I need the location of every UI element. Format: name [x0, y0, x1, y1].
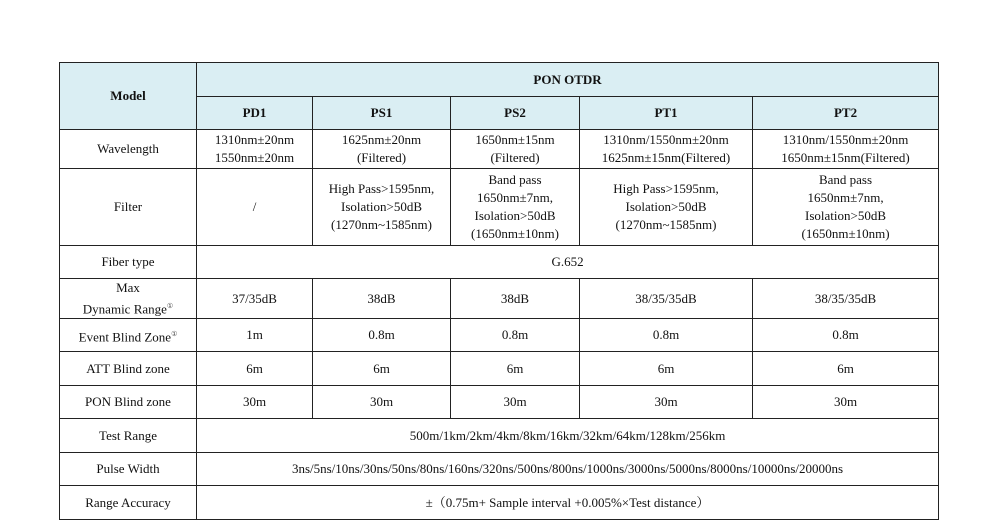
table-row-wavelength — [60, 130, 939, 169]
cell-line: 1310nm±20nm — [214, 132, 295, 147]
cell-event-blind-zone-ps1: 0.8m — [313, 319, 451, 352]
cell-pulse-width: 3ns/5ns/10ns/30ns/50ns/80ns/160ns/320ns/500ns/800ns/1000ns/3000ns/5000ns/8000ns/10000ns/20000ns — [197, 453, 939, 486]
cell-fiber-type: G.652 — [197, 246, 939, 279]
table-row-att-blind-zone — [60, 352, 939, 386]
cell-wavelength-pd1 — [197, 130, 313, 169]
row-label-pulse-width: Pulse Width — [60, 453, 197, 486]
cell-att-blind-zone-ps2: 6m — [451, 352, 580, 386]
column-header-ps1: PS1 — [313, 97, 451, 130]
cell-event-blind-zone-pt1: 0.8m — [580, 319, 753, 352]
cell-line: 1625nm±15nm(Filtered) — [601, 150, 731, 165]
row-label-att-blind-zone: ATT Blind zone — [60, 352, 197, 386]
column-header-ps2: PS2 — [451, 97, 580, 130]
row-label-line — [62, 297, 194, 318]
row-label-filter: Filter — [60, 169, 197, 246]
cell-pon-blind-zone-pt2: 30m — [753, 386, 939, 419]
table-row-max-dynamic-range — [60, 279, 939, 319]
cell-pon-blind-zone-pd1: 30m — [197, 386, 313, 419]
row-label-event-blind-zone — [60, 319, 197, 352]
cell-line: 1550nm±20nm — [214, 150, 295, 165]
cell-line: (Filtered) — [490, 150, 540, 165]
cell-range-accuracy: ±（0.75m+ Sample interval +0.005%×Test distance） — [197, 486, 939, 520]
footnote-mark: ① — [166, 302, 174, 310]
cell-event-blind-zone-pt2: 0.8m — [753, 319, 939, 352]
header-row-group — [60, 63, 939, 97]
cell-max-dynamic-range-pt1: 38/35/35dB — [580, 279, 753, 319]
row-label-test-range: Test Range — [60, 419, 197, 453]
cell-line: / — [252, 199, 257, 214]
cell-filter-ps2 — [451, 169, 580, 246]
cell-line: 1650nm±15nm — [475, 132, 555, 147]
group-title-header: PON OTDR — [197, 63, 939, 97]
cell-att-blind-zone-pt2: 6m — [753, 352, 939, 386]
table-row-pon-blind-zone — [60, 386, 939, 419]
cell-line: Isolation>50dB — [625, 199, 707, 214]
table-row-fiber-type — [60, 246, 939, 279]
cell-max-dynamic-range-pt2: 38/35/35dB — [753, 279, 939, 319]
row-label-fiber-type: Fiber type — [60, 246, 197, 279]
table-row-filter — [60, 169, 939, 246]
column-header-pt2: PT2 — [753, 97, 939, 130]
row-label-text: Event Blind Zone — [78, 328, 172, 344]
cell-line: 1650nm±7nm, — [476, 190, 554, 205]
cell-line: (1270nm~1585nm) — [331, 217, 432, 232]
cell-line: 1650nm±7nm, — [807, 190, 884, 205]
table-row-test-range — [60, 419, 939, 453]
footnote-mark: ① — [171, 329, 178, 338]
cell-max-dynamic-range-pd1: 37/35dB — [197, 279, 313, 319]
row-label-wavelength: Wavelength — [60, 130, 197, 169]
cell-pon-blind-zone-ps1: 30m — [313, 386, 451, 419]
cell-att-blind-zone-ps1: 6m — [313, 352, 451, 386]
cell-max-dynamic-range-ps1: 38dB — [313, 279, 451, 319]
table-row-event-blind-zone — [60, 319, 939, 352]
cell-event-blind-zone-pd1: 1m — [197, 319, 313, 352]
cell-line: Isolation>50dB — [805, 208, 887, 223]
row-label-pon-blind-zone: PON Blind zone — [60, 386, 197, 419]
cell-line: Band pass — [488, 172, 542, 187]
column-header-pd1: PD1 — [197, 97, 313, 130]
cell-filter-pt1 — [580, 169, 753, 246]
cell-event-blind-zone-ps2: 0.8m — [451, 319, 580, 352]
cell-filter-pd1 — [197, 169, 313, 246]
cell-att-blind-zone-pd1: 6m — [197, 352, 313, 386]
table-row-range-accuracy — [60, 486, 939, 520]
column-header-pt1: PT1 — [580, 97, 753, 130]
cell-line: (Filtered) — [356, 150, 407, 165]
cell-filter-pt2 — [753, 169, 939, 246]
cell-line: Band pass — [818, 172, 873, 187]
cell-pon-blind-zone-pt1: 30m — [580, 386, 753, 419]
row-label-line: Max — [116, 280, 140, 295]
cell-line: 1650nm±15nm(Filtered) — [781, 150, 910, 165]
cell-att-blind-zone-pt1: 6m — [580, 352, 753, 386]
cell-line: 1625nm±20nm — [341, 132, 422, 147]
cell-line: (1650nm±10nm) — [470, 226, 560, 241]
table-row-pulse-width — [60, 453, 939, 486]
cell-line: High Pass>1595nm, — [328, 181, 435, 196]
cell-max-dynamic-range-ps2: 38dB — [451, 279, 580, 319]
cell-line: High Pass>1595nm, — [613, 181, 719, 196]
cell-filter-ps1 — [313, 169, 451, 246]
pon-otdr-spec-table — [59, 62, 939, 520]
cell-line: 1310nm/1550nm±20nm — [782, 132, 909, 147]
row-label-text: Dynamic Range — [82, 301, 167, 317]
cell-line: (1650nm±10nm) — [801, 226, 890, 241]
cell-wavelength-ps1 — [313, 130, 451, 169]
cell-line: (1270nm~1585nm) — [615, 217, 717, 232]
cell-line: Isolation>50dB — [341, 199, 422, 214]
cell-line: 1310nm/1550nm±20nm — [603, 132, 729, 147]
row-label-max-dynamic-range — [60, 279, 197, 319]
cell-wavelength-pt2 — [753, 130, 939, 169]
model-header: Model — [60, 63, 197, 130]
cell-wavelength-pt1 — [580, 130, 753, 169]
cell-wavelength-ps2 — [451, 130, 580, 169]
cell-line: Isolation>50dB — [474, 208, 556, 223]
cell-test-range: 500m/1km/2km/4km/8km/16km/32km/64km/128km/256km — [197, 419, 939, 453]
cell-pon-blind-zone-ps2: 30m — [451, 386, 580, 419]
row-label-range-accuracy: Range Accuracy — [60, 486, 197, 520]
